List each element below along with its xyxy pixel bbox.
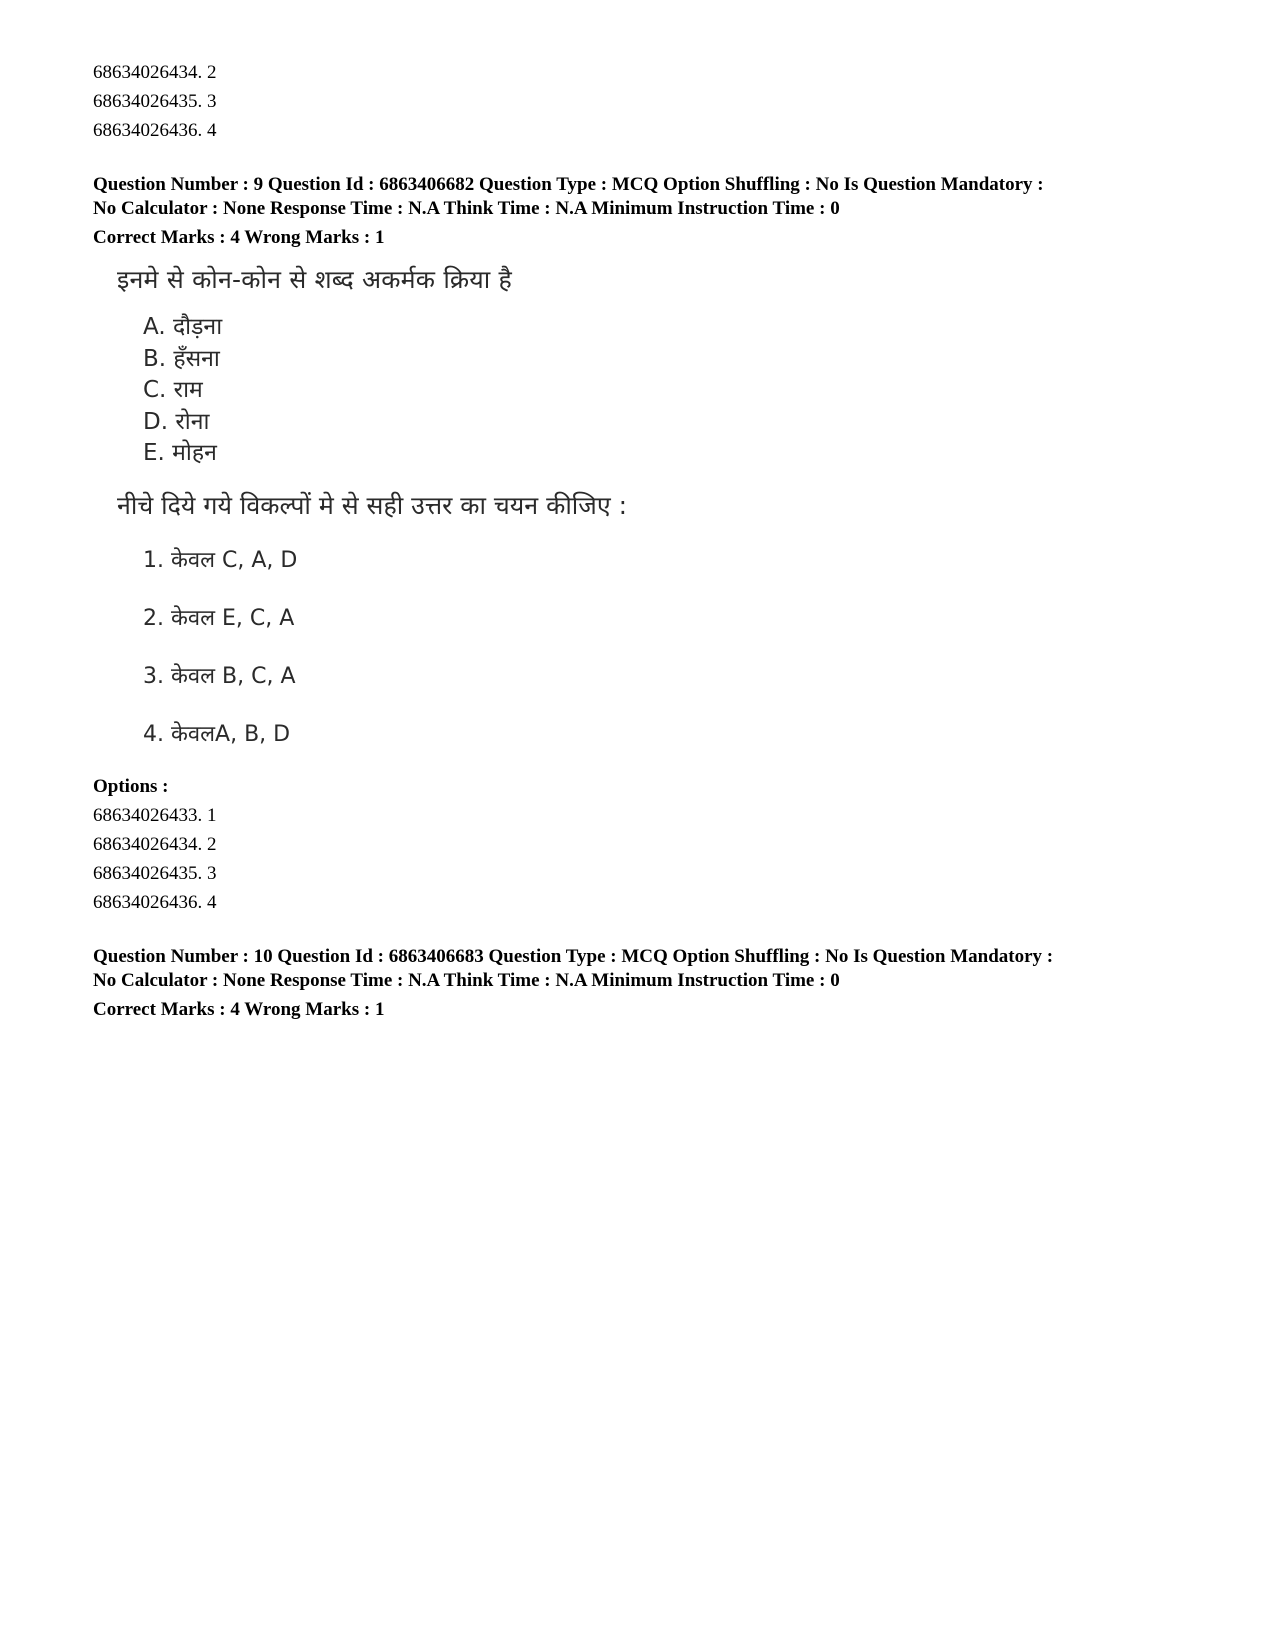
question-10-header: Question Number : 10 Question Id : 6863406683 Question Type : MCQ Option Shuffling : No Is Question Mandatory : — [93, 945, 1054, 967]
question-10-marks: Correct Marks : 4 Wrong Marks : 1 — [93, 998, 385, 1020]
question-10-header-continued: No Calculator : None Response Time : N.A Think Time : N.A Minimum Instruction Time : 0 — [93, 969, 840, 991]
document-page — [93, 58, 1213, 1024]
answer-choice: 3. केवल B, C, A — [143, 663, 296, 689]
question-9-options-list — [93, 801, 1213, 917]
options-label: Options : — [93, 775, 169, 797]
option-line: 68634026436. 4 — [93, 891, 217, 913]
option-line: 68634026433. 1 — [93, 804, 217, 826]
option-line: 68634026435. 3 — [93, 91, 217, 112]
statement-item: E. मोहन — [143, 440, 217, 466]
previous-options-list — [93, 58, 1213, 145]
answer-choice: 2. केवल E, C, A — [143, 605, 295, 631]
question-9-marks: Correct Marks : 4 Wrong Marks : 1 — [93, 227, 385, 248]
option-line: 68634026434. 2 — [93, 833, 217, 855]
question-stem: इनमे से कोन-कोन से शब्द अकर्मक क्रिया है — [117, 265, 513, 294]
option-line: 68634026434. 2 — [93, 62, 217, 83]
answer-choice: 1. केवल C, A, D — [143, 547, 298, 573]
statement-list — [143, 312, 677, 470]
question-9-block — [93, 173, 1213, 917]
option-line: 68634026436. 4 — [93, 120, 217, 141]
answer-choice: 4. केवलA, B, D — [143, 721, 291, 747]
answer-choices — [143, 546, 677, 750]
question-instruction: नीचे दिये गये विकल्पों मे से सही उत्तर का चयन कीजिए : — [117, 490, 628, 520]
option-line: 68634026435. 3 — [93, 862, 217, 884]
statement-item: C. राम — [143, 377, 203, 403]
question-9-image — [117, 262, 677, 750]
question-10-block — [93, 945, 1213, 1024]
statement-item: B. हँसना — [143, 345, 220, 372]
question-9-header: Question Number : 9 Question Id : 6863406682 Question Type : MCQ Option Shuffling : No Is Question Mandatory : — [93, 174, 1044, 195]
statement-item: D. रोना — [143, 408, 210, 435]
question-9-header-continued: No Calculator : None Response Time : N.A Think Time : N.A Minimum Instruction Time : 0 — [93, 198, 840, 219]
statement-item: A. दौड़ना — [143, 314, 223, 340]
